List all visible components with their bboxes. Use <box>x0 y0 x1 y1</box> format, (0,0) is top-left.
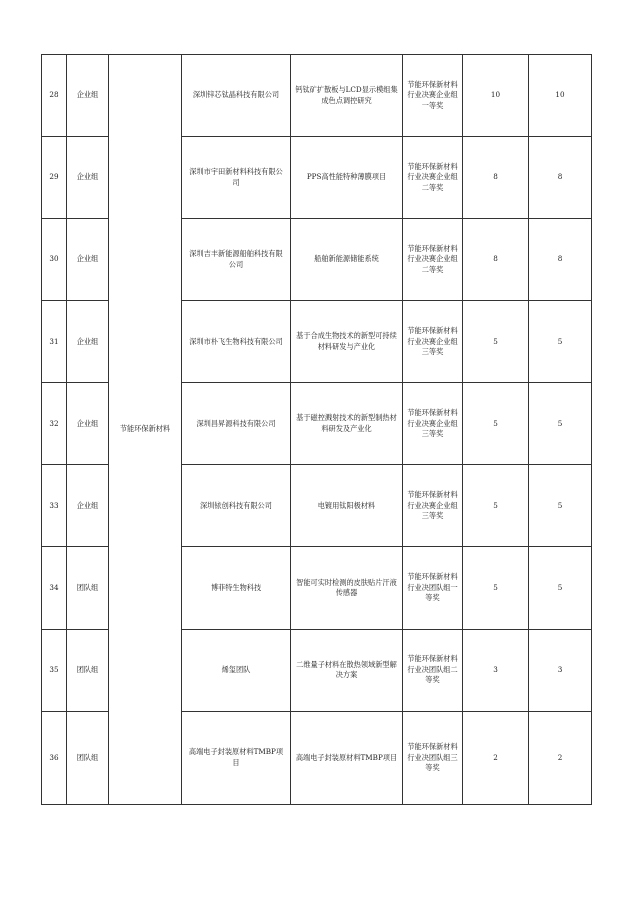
score-cell-2: 5 <box>529 383 592 465</box>
group-cell: 企业组 <box>67 219 109 301</box>
group-cell: 团队组 <box>67 711 109 804</box>
company-cell: 博菲特生物科技 <box>182 547 291 629</box>
project-cell: 智能可实时检测的皮肤贴片汗液传感器 <box>291 547 403 629</box>
score-cell: 5 <box>463 301 529 383</box>
company-cell: 烯玺团队 <box>182 629 291 711</box>
award-cell: 节能环保新材料行业决赛企业组三等奖 <box>403 301 463 383</box>
row-number: 31 <box>42 301 67 383</box>
project-cell: 基于磁控溅射技术的新型制热材料研发及产业化 <box>291 383 403 465</box>
award-cell: 节能环保新材料行业决赛企业组二等奖 <box>403 137 463 219</box>
project-cell: 基于合成生物技术的新型可持续材料研发与产业化 <box>291 301 403 383</box>
company-cell: 深圳吉丰新能源船舶科技有限公司 <box>182 219 291 301</box>
score-cell-2: 5 <box>529 301 592 383</box>
company-cell: 深圳昌昇源科技有限公司 <box>182 383 291 465</box>
award-cell: 节能环保新材料行业决赛企业组三等奖 <box>403 465 463 547</box>
score-cell-2: 10 <box>529 55 592 137</box>
row-number: 33 <box>42 465 67 547</box>
awards-table <box>41 54 592 805</box>
row-number: 35 <box>42 629 67 711</box>
row-number: 36 <box>42 711 67 804</box>
score-cell: 3 <box>463 629 529 711</box>
company-cell: 深圳市朴飞生物科技有限公司 <box>182 301 291 383</box>
award-cell: 节能环保新材料行业决赛企业组二等奖 <box>403 219 463 301</box>
project-cell: 电镀用钛阳极材料 <box>291 465 403 547</box>
project-cell: 二维量子材料在散热领域新型解决方案 <box>291 629 403 711</box>
score-cell: 5 <box>463 465 529 547</box>
row-number: 29 <box>42 137 67 219</box>
project-cell: 钙钛矿扩散板与LCD显示模组集成色点调控研究 <box>291 55 403 137</box>
project-cell: PPS高性能特种薄膜项目 <box>291 137 403 219</box>
group-cell: 企业组 <box>67 465 109 547</box>
score-cell-2: 5 <box>529 465 592 547</box>
company-cell: 深圳铱创科技有限公司 <box>182 465 291 547</box>
category-cell: 节能环保新材料 <box>109 55 182 805</box>
group-cell: 团队组 <box>67 629 109 711</box>
score-cell: 10 <box>463 55 529 137</box>
row-number: 34 <box>42 547 67 629</box>
award-cell: 节能环保新材料行业决团队组一等奖 <box>403 547 463 629</box>
score-cell-2: 3 <box>529 629 592 711</box>
group-cell: 企业组 <box>67 137 109 219</box>
score-cell-2: 2 <box>529 711 592 804</box>
award-cell: 节能环保新材料行业决团队组二等奖 <box>403 629 463 711</box>
project-cell: 船舶新能源储能系统 <box>291 219 403 301</box>
company-cell: 深圳锌芯钛晶科技有限公司 <box>182 55 291 137</box>
table-row <box>42 55 592 137</box>
row-number: 30 <box>42 219 67 301</box>
score-cell-2: 8 <box>529 219 592 301</box>
row-number: 32 <box>42 383 67 465</box>
group-cell: 团队组 <box>67 547 109 629</box>
score-cell: 5 <box>463 547 529 629</box>
group-cell: 企业组 <box>67 383 109 465</box>
award-cell: 节能环保新材料行业决赛企业组一等奖 <box>403 55 463 137</box>
group-cell: 企业组 <box>67 55 109 137</box>
group-cell: 企业组 <box>67 301 109 383</box>
award-cell: 节能环保新材料行业决团队组三等奖 <box>403 711 463 804</box>
award-cell: 节能环保新材料行业决赛企业组三等奖 <box>403 383 463 465</box>
project-cell: 高端电子封装原材料TMBP项目 <box>291 711 403 804</box>
score-cell: 8 <box>463 137 529 219</box>
score-cell: 8 <box>463 219 529 301</box>
company-cell: 高端电子封装原材料TMBP项目 <box>182 711 291 804</box>
score-cell: 2 <box>463 711 529 804</box>
score-cell: 5 <box>463 383 529 465</box>
row-number: 28 <box>42 55 67 137</box>
score-cell-2: 8 <box>529 137 592 219</box>
company-cell: 深圳市宇田新材料科技有限公司 <box>182 137 291 219</box>
score-cell-2: 5 <box>529 547 592 629</box>
